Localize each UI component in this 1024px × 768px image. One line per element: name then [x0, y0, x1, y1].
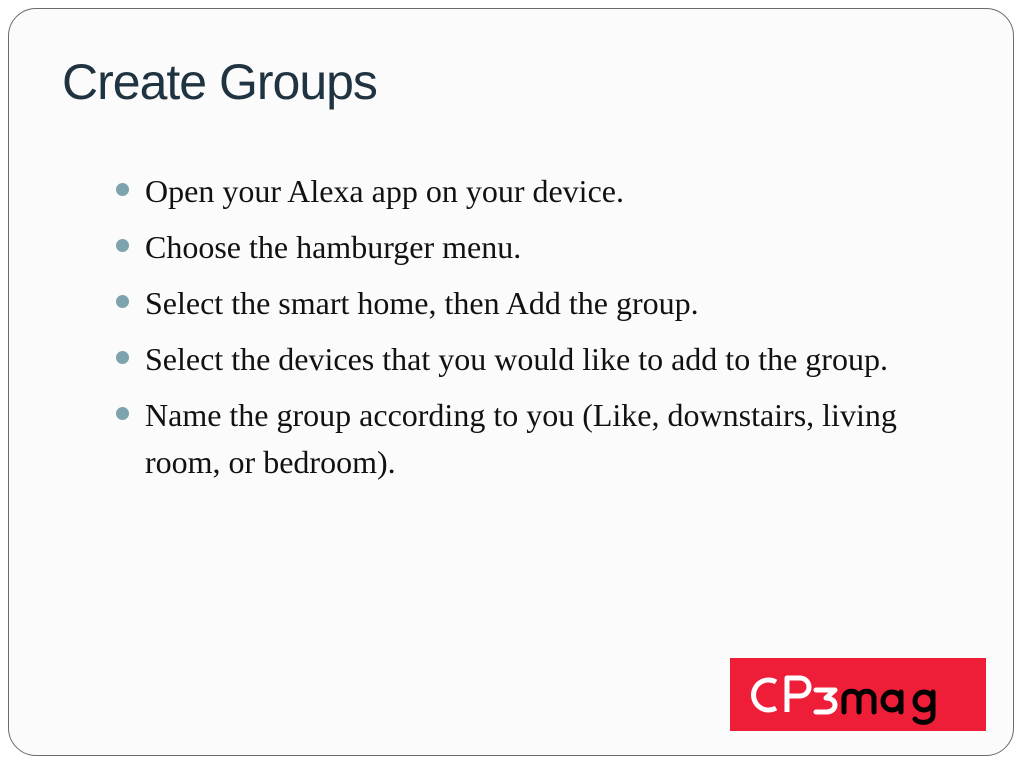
bullet-dot-icon	[116, 407, 129, 420]
bullet-dot-icon	[116, 295, 129, 308]
list-item	[112, 392, 912, 486]
bullet-dot-icon	[116, 183, 129, 196]
bullet-text: Select the devices that you would like to add to the group.	[145, 341, 888, 377]
slide-title: Create Groups	[62, 54, 377, 110]
cp3mag-logo-icon	[730, 658, 986, 731]
bullet-list	[112, 168, 912, 495]
bullet-dot-icon	[116, 239, 129, 252]
list-item	[112, 336, 912, 383]
list-item	[112, 224, 912, 271]
bullet-text: Open your Alexa app on your device.	[145, 173, 624, 209]
cp3mag-logo	[730, 658, 986, 731]
list-item	[112, 168, 912, 215]
list-item	[112, 280, 912, 327]
bullet-text: Name the group according to you (Like, downstairs, living room, or bedroom).	[145, 397, 897, 480]
bullet-text: Select the smart home, then Add the group.	[145, 285, 699, 321]
bullet-dot-icon	[116, 351, 129, 364]
bullet-text: Choose the hamburger menu.	[145, 229, 522, 265]
